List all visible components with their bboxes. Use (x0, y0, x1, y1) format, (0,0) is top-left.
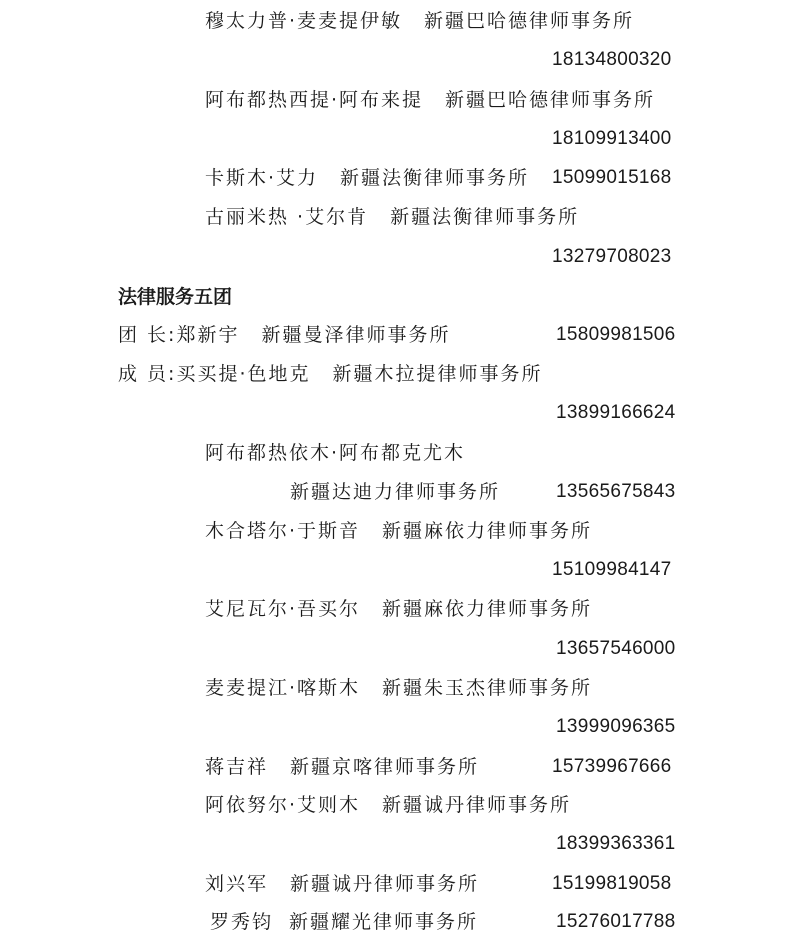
lawyer-name: 蒋吉祥 (205, 756, 269, 778)
phone-number: 13565675843 (556, 481, 676, 502)
phone-number: 13999096365 (556, 716, 676, 737)
lawyer-name: 穆太力普·麦麦提伊敏 (205, 10, 403, 32)
law-firm: 新疆麻依力律师事务所 (382, 598, 593, 620)
lawyer-entry (205, 872, 479, 896)
phone-number: 13899166624 (556, 402, 676, 423)
phone-number: 18134800320 (552, 49, 672, 70)
law-firm: 新疆诚丹律师事务所 (382, 794, 572, 816)
phone-number: 15199819058 (552, 873, 672, 894)
law-firm: 新疆木拉提律师事务所 (332, 363, 543, 385)
lawyer-entry (205, 205, 579, 229)
law-firm: 新疆法衡律师事务所 (390, 206, 580, 228)
lawyer-entry (205, 9, 634, 33)
law-firm: 新疆麻依力律师事务所 (382, 520, 593, 542)
law-firm: 新疆巴哈德律师事务所 (445, 89, 656, 111)
lawyer-name: 麦麦提江·喀斯木 (205, 677, 361, 699)
law-firm: 新疆法衡律师事务所 (340, 167, 530, 189)
group-title: 法律服务五团 (118, 286, 233, 308)
law-firm: 新疆耀光律师事务所 (289, 911, 479, 933)
phone-number: 15099015168 (552, 167, 672, 188)
lawyer-entry (210, 910, 478, 934)
lawyer-entry (205, 166, 529, 190)
lawyer-name: 买买提·色地克 (176, 363, 311, 385)
lawyer-name: 郑新宇 (176, 324, 240, 346)
lawyer-name: 艾尼瓦尔·吾买尔 (205, 598, 361, 620)
law-firm: 新疆诚丹律师事务所 (290, 873, 480, 895)
lawyer-name: 刘兴军 (205, 873, 269, 895)
lawyer-entry (205, 676, 592, 700)
group-leader-row (118, 323, 450, 347)
phone-number: 15809981506 (556, 324, 676, 345)
members-label: 成 员: (118, 363, 177, 385)
lawyer-name: 木合塔尔·于斯音 (205, 520, 361, 542)
phone-number: 15739967666 (552, 756, 672, 777)
law-firm: 新疆巴哈德律师事务所 (424, 10, 635, 32)
phone-number: 13279708023 (552, 246, 672, 267)
lawyer-entry (205, 597, 592, 621)
group-member-row (118, 362, 543, 386)
lawyer-entry (205, 755, 479, 779)
law-firm: 新疆曼泽律师事务所 (261, 324, 451, 346)
lawyer-name: 阿布都热西提·阿布来提 (205, 89, 424, 111)
lawyer-name: 罗秀钧 (210, 911, 274, 933)
phone-number: 15109984147 (552, 559, 672, 580)
lawyer-name: 卡斯木·艾力 (205, 167, 319, 189)
lawyer-entry (205, 88, 655, 112)
lawyer-name: 古丽米热 ·艾尔肯 (205, 206, 369, 228)
lawyer-name: 阿依努尔·艾则木 (205, 794, 361, 816)
law-firm: 新疆京喀律师事务所 (290, 756, 480, 778)
lawyer-name: 阿布都热依木·阿布都克尤木 (205, 442, 466, 464)
lawyer-entry (205, 519, 592, 543)
phone-number: 18399363361 (556, 833, 676, 854)
phone-number: 18109913400 (552, 128, 672, 149)
phone-number: 15276017788 (556, 911, 676, 932)
leader-label: 团 长: (118, 324, 177, 346)
lawyer-entry (205, 793, 571, 817)
law-firm: 新疆达迪力律师事务所 (290, 481, 501, 503)
phone-number: 13657546000 (556, 638, 676, 659)
law-firm: 新疆朱玉杰律师事务所 (382, 677, 593, 699)
